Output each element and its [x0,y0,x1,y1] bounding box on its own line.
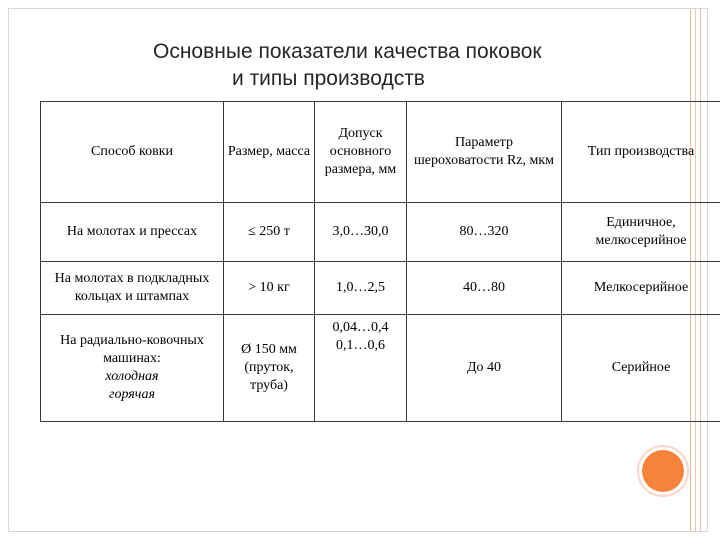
header-method: Способ ковки [41,102,224,203]
method-cold: холодная [105,369,159,384]
cell-size: Ø 150 мм (пруток, труба) [224,315,315,422]
tolerance-hot: 0,1…0,6 [336,338,385,353]
cell-method: На молотах в подкладных кольцах и штампах [41,262,224,315]
header-roughness: Параметр шероховатости Rz, мкм [407,102,562,203]
cell-size: ≤ 250 т [224,203,315,262]
cell-tolerance [315,315,407,422]
cell-size: > 10 кг [224,262,315,315]
table-row [41,315,720,422]
table-header-row [41,102,720,203]
header-production-type: Тип производства [562,102,720,203]
cell-tolerance: 3,0…30,0 [315,203,407,262]
cell-tolerance: 1,0…2,5 [315,262,407,315]
cell-production-type: Мелкосерийное [562,262,720,315]
title-line-2: и типы производств [232,67,425,90]
cell-method [41,315,224,422]
tolerance-cold: 0,04…0,4 [332,320,389,335]
slide-title [120,38,680,92]
method-label: На радиально-ковочных машинах: [60,333,204,366]
cell-production-type: Серийное [562,315,720,422]
forging-quality-table [40,101,720,422]
cell-production-type: Единичное, мелкосерийное [562,203,720,262]
table-row [41,203,720,262]
header-tolerance: Допуск основного размера, мм [315,102,407,203]
table-row [41,262,720,315]
header-size: Размер, масса [224,102,315,203]
cell-roughness: 80…320 [407,203,562,262]
decorative-orange-dot [642,450,684,492]
method-hot: горячая [109,387,155,402]
cell-method: На молотах и прессах [41,203,224,262]
title-line-1: Основные показатели качества поковок [153,40,542,63]
cell-roughness: 40…80 [407,262,562,315]
cell-roughness: До 40 [407,315,562,422]
